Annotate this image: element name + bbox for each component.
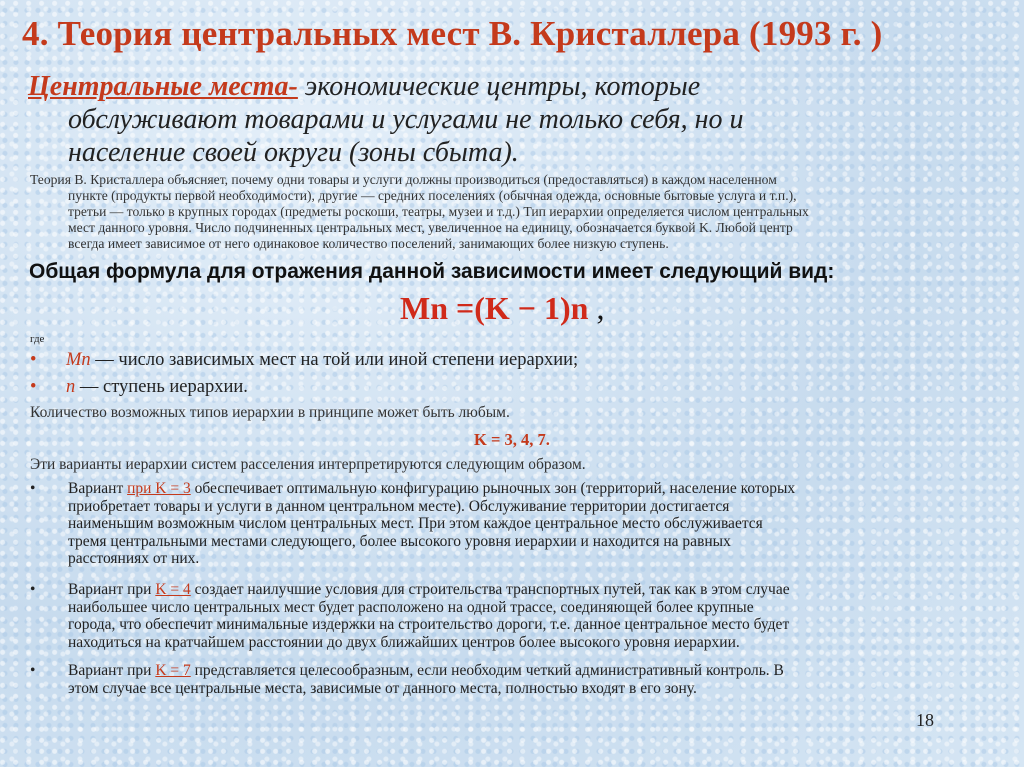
variant-link-k3[interactable]: при K = 3: [127, 480, 191, 497]
variant-line: расстояниях от них.: [68, 550, 200, 567]
variant-text: Вариант: [68, 480, 128, 497]
variant-text: обеспечивает оптимальную конфигурацию рыночных зон (территорий, население которых: [190, 480, 796, 497]
legend-symbol: n: [66, 377, 76, 397]
formula: [400, 290, 604, 327]
paragraph-line: третьи — только в крупных городах (предметы роскоши, театры, музеи и т.д.) Тип иерархии определяется числом центральных: [68, 204, 809, 219]
variant-k4: [30, 581, 1010, 651]
paragraph-line: всегда имеет зависимое от него одинаковое количество поселений, занимающих более низкую ступень.: [68, 236, 669, 251]
definition-text-3: население своей округи (зоны сбыта).: [68, 137, 519, 168]
definition-text-2: обслуживают товарами и услугами не только себя, но и: [68, 104, 744, 135]
variants-intro: Эти варианты иерархии систем расселения интерпретируются следующим образом.: [30, 456, 586, 473]
bullet-icon: •: [30, 480, 36, 497]
paragraph-line: Теория В. Кристаллера объясняет, почему одни товары и услуги должны производиться (предоставляться) в каждом населенном: [30, 172, 777, 187]
legend-item-mn: [30, 350, 578, 371]
variant-text: представляется целесообразным, если необходим четкий административный контроль. В: [190, 662, 784, 679]
theory-paragraph: [30, 172, 1010, 252]
page-number: 18: [916, 710, 934, 730]
definition-text-1: экономические центры, которые: [297, 71, 701, 102]
formula-expression: Mn =(K − 1)n: [400, 290, 589, 326]
variant-line: тремя центральными местами следующего, более высокого уровня иерархии и находится на равных: [68, 532, 731, 550]
variant-k3: [30, 480, 1010, 568]
legend-text: — ступень иерархии.: [75, 377, 248, 397]
where-label: где: [30, 333, 45, 345]
slide-title: 4. Теория центральных мест В. Кристаллера (1993 г. ): [22, 14, 883, 53]
k-values: K = 3, 4, 7.: [474, 430, 550, 449]
types-line: Количество возможных типов иерархии в принципе может быть любым.: [30, 404, 510, 421]
variant-text: создает наилучшие условия для строительства транспортных путей, так как в этом случае: [190, 581, 790, 598]
variant-line: приобретает товары и услуги в данном центральном месте). Обслуживание территории достигается: [68, 497, 730, 515]
variant-line: находиться на кратчайшем расстоянии до двух ближайших центров более высокого уровня иерархии.: [68, 633, 740, 651]
paragraph-line: пункте (продукты первой необходимости), другие — средних поселениях (обычная одежда, основные бытовые услуга и т.п.),: [68, 188, 797, 203]
variant-line: этом случае все центральные места, зависимые от данного места, полностью входят в его зону.: [68, 679, 697, 697]
bullet-icon: •: [30, 662, 36, 679]
variant-line: наибольшее число центральных мест будет расположено на одной трассе, соединяющей более крупные: [68, 598, 754, 616]
variant-link-k7[interactable]: K = 7: [155, 662, 191, 679]
legend-item-n: [30, 377, 248, 398]
formula-comma: ,: [596, 290, 605, 326]
bullet-icon: •: [30, 377, 37, 397]
variant-text: Вариант при: [68, 662, 156, 679]
variant-line: наименьшим возможным числом центральных мест. При этом каждое центральное место обслуживается: [68, 515, 763, 532]
legend-text: — число зависимых мест на той или иной степени иерархии;: [90, 350, 579, 370]
variant-link-k4[interactable]: K = 4: [155, 581, 191, 598]
variant-line: города, что обеспечит минимальные издержки на строительство дороги, т.е. данное центральное место будет: [68, 616, 790, 633]
paragraph-line: мест данного уровня. Число подчиненных центральных мест, увеличенное на единицу, обозначается буквой K. Любой центр: [68, 220, 793, 235]
legend-symbol: Mn: [66, 350, 91, 370]
bullet-icon: •: [30, 350, 37, 370]
bullet-icon: •: [30, 581, 36, 598]
definition: [28, 70, 988, 169]
variant-text: Вариант при: [68, 581, 156, 598]
definition-term: Центральные места-: [28, 71, 298, 102]
variant-k7: [30, 662, 1010, 697]
formula-heading: Общая формула для отражения данной зависимости имеет следующий вид:: [29, 260, 835, 283]
